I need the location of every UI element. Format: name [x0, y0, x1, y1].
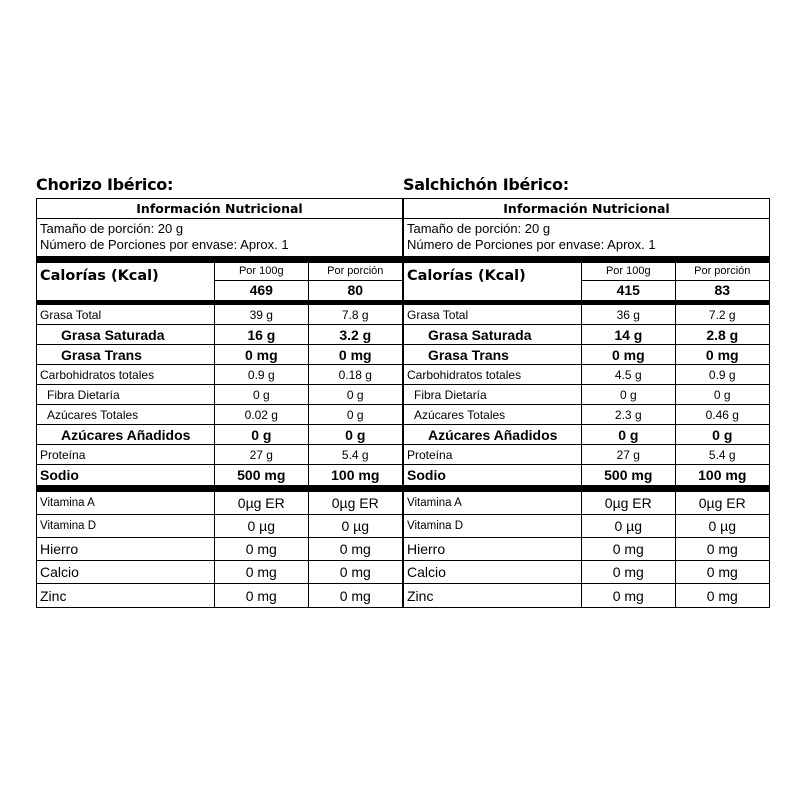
value-100g: 0.02 g [214, 405, 307, 424]
per-100g-header: Por 100g [215, 263, 307, 281]
nutrient-label: Azúcares Añadidos [61, 426, 191, 443]
nutrient-row [37, 445, 402, 465]
value-portion: 0 mg [675, 345, 769, 364]
nutrient-row [404, 465, 769, 485]
per-portion-header: Por porción [309, 263, 402, 281]
nutrient-row [37, 325, 402, 345]
value-portion: 0 mg [308, 561, 402, 583]
value-100g: 0 g [581, 385, 674, 404]
nutrient-label: Proteína [40, 447, 86, 462]
serving-size: Tamaño de porción: 20 g [40, 221, 184, 236]
value-portion: 0 µg [308, 515, 402, 537]
value-100g: 39 g [214, 305, 307, 324]
value-100g: 27 g [581, 445, 674, 464]
nutrient-row [404, 385, 769, 405]
value-100g: 27 g [214, 445, 307, 464]
calories-100g: 415 [616, 282, 640, 298]
value-100g: 0.9 g [214, 365, 307, 384]
serving-info [404, 219, 769, 256]
servings-per-container: Número de Porciones por envase: Aprox. 1 [40, 237, 289, 252]
divider-thick [404, 485, 769, 492]
value-100g: 0 mg [581, 538, 674, 560]
value-100g: 500 mg [214, 465, 307, 485]
value-100g: 500 mg [581, 465, 674, 485]
value-100g: 36 g [581, 305, 674, 324]
nutrient-label: Grasa Total [407, 307, 469, 322]
micronutrient-label: Hierro [40, 541, 79, 557]
micronutrient-label: Vitamina D [407, 520, 464, 532]
serving-size: Tamaño de porción: 20 g [407, 221, 551, 236]
nutrient-label: Grasa Total [40, 307, 102, 322]
value-portion: 3.2 g [308, 325, 402, 344]
value-portion: 0 mg [675, 538, 769, 560]
micronutrient-label: Hierro [407, 541, 446, 557]
micronutrient-label: Zinc [40, 587, 67, 604]
nutrition-facts-table [403, 198, 770, 608]
value-portion: 0 µg [675, 515, 769, 537]
nutrient-label: Fibra Dietaría [414, 387, 487, 402]
nutrient-row [404, 305, 769, 325]
per-portion-column [675, 263, 769, 300]
nutrient-row [404, 425, 769, 445]
salchichon-panel [403, 172, 774, 608]
table-title: Información Nutricional [404, 199, 769, 219]
calories-label: Calorías (Kcal) [407, 268, 526, 284]
value-100g: 0 mg [581, 584, 674, 607]
micronutrient-row [37, 538, 402, 561]
nutrient-label: Grasa Trans [428, 346, 509, 363]
nutrient-label: Fibra Dietaría [47, 387, 120, 402]
nutrient-label: Azúcares Totales [47, 407, 139, 422]
value-100g: 2.3 g [581, 405, 674, 424]
value-portion: 0 g [308, 405, 402, 424]
product-title: Chorizo Ibérico: [36, 175, 174, 194]
value-portion: 5.4 g [308, 445, 402, 464]
value-portion: 0.9 g [675, 365, 769, 384]
value-portion: 0 mg [308, 345, 402, 364]
chorizo-panel [36, 172, 407, 608]
micronutrient-row [37, 515, 402, 538]
micronutrient-label: Calcio [40, 564, 79, 580]
value-portion: 0µg ER [308, 492, 402, 514]
micronutrient-row [37, 492, 402, 515]
calories-portion: 83 [714, 282, 731, 298]
nutrient-label: Azúcares Totales [414, 407, 506, 422]
value-portion: 0 g [675, 385, 769, 404]
nutrient-label: Carbohidratos totales [40, 367, 155, 382]
table-title: Información Nutricional [37, 199, 402, 219]
calories-row [404, 263, 769, 301]
value-100g: 0µg ER [581, 492, 674, 514]
micronutrient-row [37, 561, 402, 584]
divider-thick [404, 256, 769, 263]
product-title: Salchichón Ibérico: [403, 175, 569, 194]
micronutrient-row [404, 561, 769, 584]
nutrient-label: Grasa Saturada [61, 326, 165, 343]
nutrient-label: Sodio [407, 467, 446, 483]
value-portion: 100 mg [308, 465, 402, 485]
calories-row [37, 263, 402, 301]
calories-100g: 469 [249, 282, 273, 298]
value-portion: 0.18 g [308, 365, 402, 384]
micronutrient-label: Zinc [407, 587, 434, 604]
nutrient-row [404, 445, 769, 465]
per-100g-header: Por 100g [582, 263, 674, 281]
divider-thick [37, 256, 402, 263]
value-100g: 0 mg [214, 345, 307, 364]
nutrient-row [37, 385, 402, 405]
micronutrient-row [404, 515, 769, 538]
value-portion: 0 mg [308, 584, 402, 607]
value-portion: 2.8 g [675, 325, 769, 344]
nutrition-facts-table [36, 198, 403, 608]
micronutrient-label: Vitamina A [40, 497, 95, 509]
nutrient-row [37, 305, 402, 325]
value-100g: 14 g [581, 325, 674, 344]
value-100g: 0 g [214, 425, 307, 444]
value-100g: 0 mg [214, 584, 307, 607]
nutrient-row [404, 365, 769, 385]
value-100g: 0 mg [214, 538, 307, 560]
value-100g: 0 g [581, 425, 674, 444]
value-100g: 0 µg [581, 515, 674, 537]
nutrient-row [37, 425, 402, 445]
serving-info [37, 219, 402, 256]
value-100g: 0 g [214, 385, 307, 404]
micronutrient-label: Vitamina D [40, 520, 97, 532]
micronutrient-row [37, 584, 402, 607]
nutrient-label: Grasa Saturada [428, 326, 532, 343]
nutrient-label: Proteína [407, 447, 453, 462]
nutrient-row [404, 345, 769, 365]
value-portion: 0µg ER [675, 492, 769, 514]
value-portion: 0.46 g [675, 405, 769, 424]
value-portion: 0 g [675, 425, 769, 444]
value-portion: 7.2 g [675, 305, 769, 324]
micronutrient-row [404, 492, 769, 515]
value-portion: 5.4 g [675, 445, 769, 464]
value-portion: 0 g [308, 385, 402, 404]
per-100g-column [214, 263, 307, 300]
value-portion: 0 mg [675, 584, 769, 607]
value-100g: 0 mg [214, 561, 307, 583]
per-portion-header: Por porción [676, 263, 769, 281]
nutrient-row [37, 345, 402, 365]
nutrient-row [37, 365, 402, 385]
nutrient-label: Azúcares Añadidos [428, 426, 558, 443]
nutrient-row [404, 325, 769, 345]
per-100g-column [581, 263, 674, 300]
value-100g: 0 mg [581, 345, 674, 364]
nutrient-label: Sodio [40, 467, 79, 483]
nutrient-label: Grasa Trans [61, 346, 142, 363]
micronutrient-row [404, 538, 769, 561]
value-100g: 16 g [214, 325, 307, 344]
micronutrient-label: Vitamina A [407, 497, 462, 509]
micronutrient-row [404, 584, 769, 607]
value-portion: 0 mg [308, 538, 402, 560]
nutrient-label: Carbohidratos totales [407, 367, 522, 382]
servings-per-container: Número de Porciones por envase: Aprox. 1 [407, 237, 656, 252]
value-100g: 4.5 g [581, 365, 674, 384]
value-portion: 0 g [308, 425, 402, 444]
calories-portion: 80 [347, 282, 364, 298]
nutrient-row [404, 405, 769, 425]
value-100g: 0µg ER [214, 492, 307, 514]
nutrient-row [37, 405, 402, 425]
value-100g: 0 µg [214, 515, 307, 537]
value-portion: 7.8 g [308, 305, 402, 324]
calories-label: Calorías (Kcal) [40, 268, 159, 284]
value-portion: 100 mg [675, 465, 769, 485]
nutrient-row [37, 465, 402, 485]
value-portion: 0 mg [675, 561, 769, 583]
value-100g: 0 mg [581, 561, 674, 583]
micronutrient-label: Calcio [407, 564, 446, 580]
divider-thick [37, 485, 402, 492]
per-portion-column [308, 263, 402, 300]
